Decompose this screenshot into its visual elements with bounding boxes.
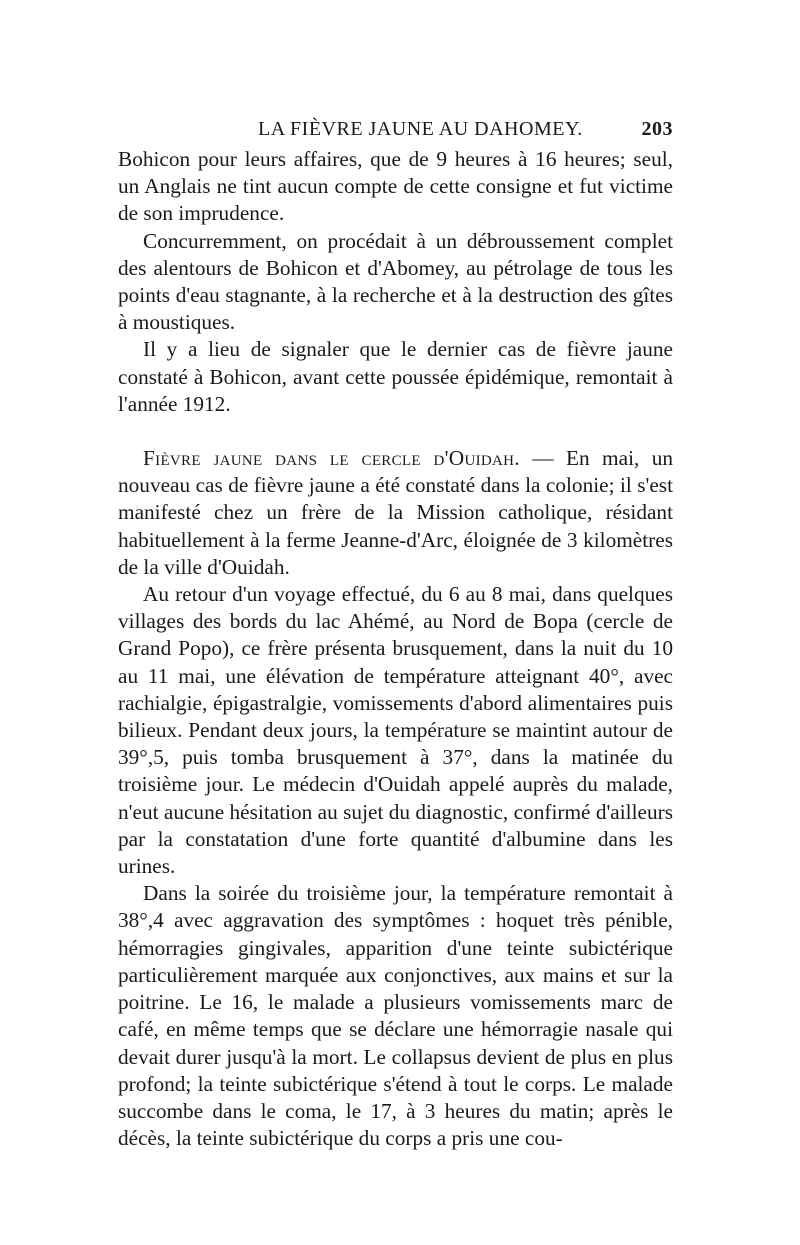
body-text <box>118 146 673 1152</box>
heading-dash: — <box>519 446 566 471</box>
paragraph: Il y a lieu de signaler que le dernier cas de fièvre jaune constaté à Bohicon, avant cette poussée épidémique, remontait à l'année 1912. <box>118 337 673 416</box>
paragraph: Dans la soirée du troisième jour, la température remontait à 38°,4 avec aggravation des symptômes : hoquet très pénible, hémorragies gingivales, apparition d'une teinte subictérique particulièrement marquée aux conjonctives, aux mains et sur la poitrine. Le 16, le malade a plusieurs vomissements marc de café, en même temps que se déclare une hémorragie nasale qui devait durer jusqu'à la mort. Le collapsus devient de plus en plus profond; la teinte subictérique s'étend à tout le corps. Le malade succombe dans le coma, le 17, à 3 heures du matin; après le décès, la teinte subictérique du corps a pris une cou- <box>118 881 673 1151</box>
section-spacer <box>118 418 673 445</box>
paragraph: Concurremment, on procédait à un débroussement complet des alentours de Bohicon et d'Abomey, au pétrolage de tous les points d'eau stagnante, à la recherche et à la destruction des gîtes à moustiques. <box>118 228 673 335</box>
paragraph: Au retour d'un voyage effectué, du 6 au 8 mai, dans quelques villages des bords du lac Ahémé, au Nord de Bopa (cercle de Grand Popo), ce frère présenta brusquement, dans la nuit du 10 au 11 mai, une élévation de température atteignant 40°, avec rachialgie, épigastralgie, vomissements d'abord alimentaires puis bilieux. Pendant deux jours, la température se maintint autour de 39°,5, puis tomba brusquement à 37°, dans la matinée du troisième jour. Le médecin d'Ouidah appelé auprès du malade, n'eut aucune hésitation au sujet du diagnostic, confirmé d'ailleurs par la constatation d'une forte quantité d'albumine dans les urines. <box>118 582 673 879</box>
book-page <box>118 112 673 1152</box>
page-number: 203 <box>641 118 673 140</box>
section-intro-text: En mai, un nouveau cas de fièvre jaune a été constaté dans la colonie; il s'est manifesté chez un frère de la Mission catholique, résidant habituellement à la ferme Jeanne-d'Arc, éloignée de 3 kilomètres de la ville d'Ouidah. <box>118 446 673 579</box>
paragraph: Bohicon pour leurs affaires, que de 9 heures à 16 heures; seul, un Anglais ne tint aucun compte de cette consigne et fut victime de son imprudence. <box>118 147 673 226</box>
section-heading: Fièvre jaune dans le cercle d'Ouidah. <box>143 446 520 471</box>
running-title: LA FIÈVRE JAUNE AU DAHOMEY. <box>258 118 583 140</box>
section-opening-paragraph <box>118 445 673 581</box>
running-header <box>118 112 673 146</box>
